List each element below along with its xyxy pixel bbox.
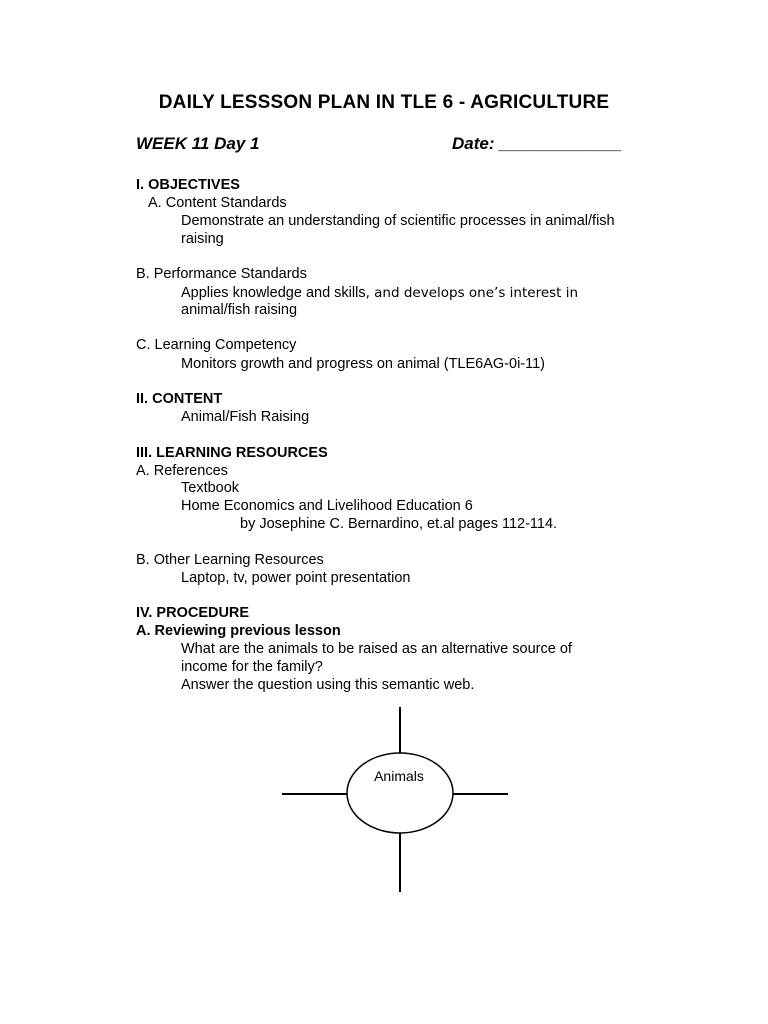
references-label: A. References	[136, 463, 228, 479]
other-resources-label: B. Other Learning Resources	[136, 552, 324, 568]
semantic-web-center-node	[347, 753, 453, 833]
content-heading: II. CONTENT	[136, 391, 223, 407]
learning-resources-heading: III. LEARNING RESOURCES	[136, 445, 328, 461]
review-question-line1: What are the animals to be raised as an alternative source of	[181, 641, 572, 657]
performance-standards-text-part2: , and develops one’s interest in	[365, 285, 579, 301]
review-question-line2: income for the family?	[181, 659, 323, 675]
week-day-label: WEEK 11 Day 1	[136, 134, 260, 153]
review-instruction: Answer the question using this semantic web.	[181, 677, 475, 693]
reviewing-previous-lesson-label: A. Reviewing previous lesson	[136, 623, 341, 639]
content-text: Animal/Fish Raising	[181, 409, 310, 425]
reference-book-author: by Josephine C. Bernardino, et.al pages 112-114.	[240, 516, 558, 532]
learning-competency-text: Monitors growth and progress on animal (TLE6AG-0i-11)	[181, 356, 546, 372]
content-standards-label: A. Content Standards	[148, 195, 287, 211]
objectives-heading: I. OBJECTIVES	[136, 177, 240, 193]
reference-textbook: Textbook	[181, 480, 240, 496]
content-standards-text-line1: Demonstrate an understanding of scientific processes in animal/fish	[181, 213, 615, 229]
other-resources-text: Laptop, tv, power point presentation	[181, 570, 411, 586]
document-title: DAILY LESSSON PLAN IN TLE 6 - AGRICULTURE	[158, 92, 610, 113]
learning-competency-label: C. Learning Competency	[136, 337, 297, 353]
procedure-heading: IV. PROCEDURE	[136, 605, 250, 621]
performance-standards-text-part1: Applies knowledge and skills	[181, 285, 366, 301]
performance-standards-text-line2: animal/fish raising	[181, 302, 298, 318]
content-standards-text-line2: raising	[181, 231, 224, 247]
date-field-label: Date: _____________	[452, 134, 623, 153]
performance-standards-label: B. Performance Standards	[136, 266, 307, 282]
reference-book-title: Home Economics and Livelihood Education 6	[181, 498, 473, 514]
semantic-web-center-label: Animals	[374, 768, 424, 784]
